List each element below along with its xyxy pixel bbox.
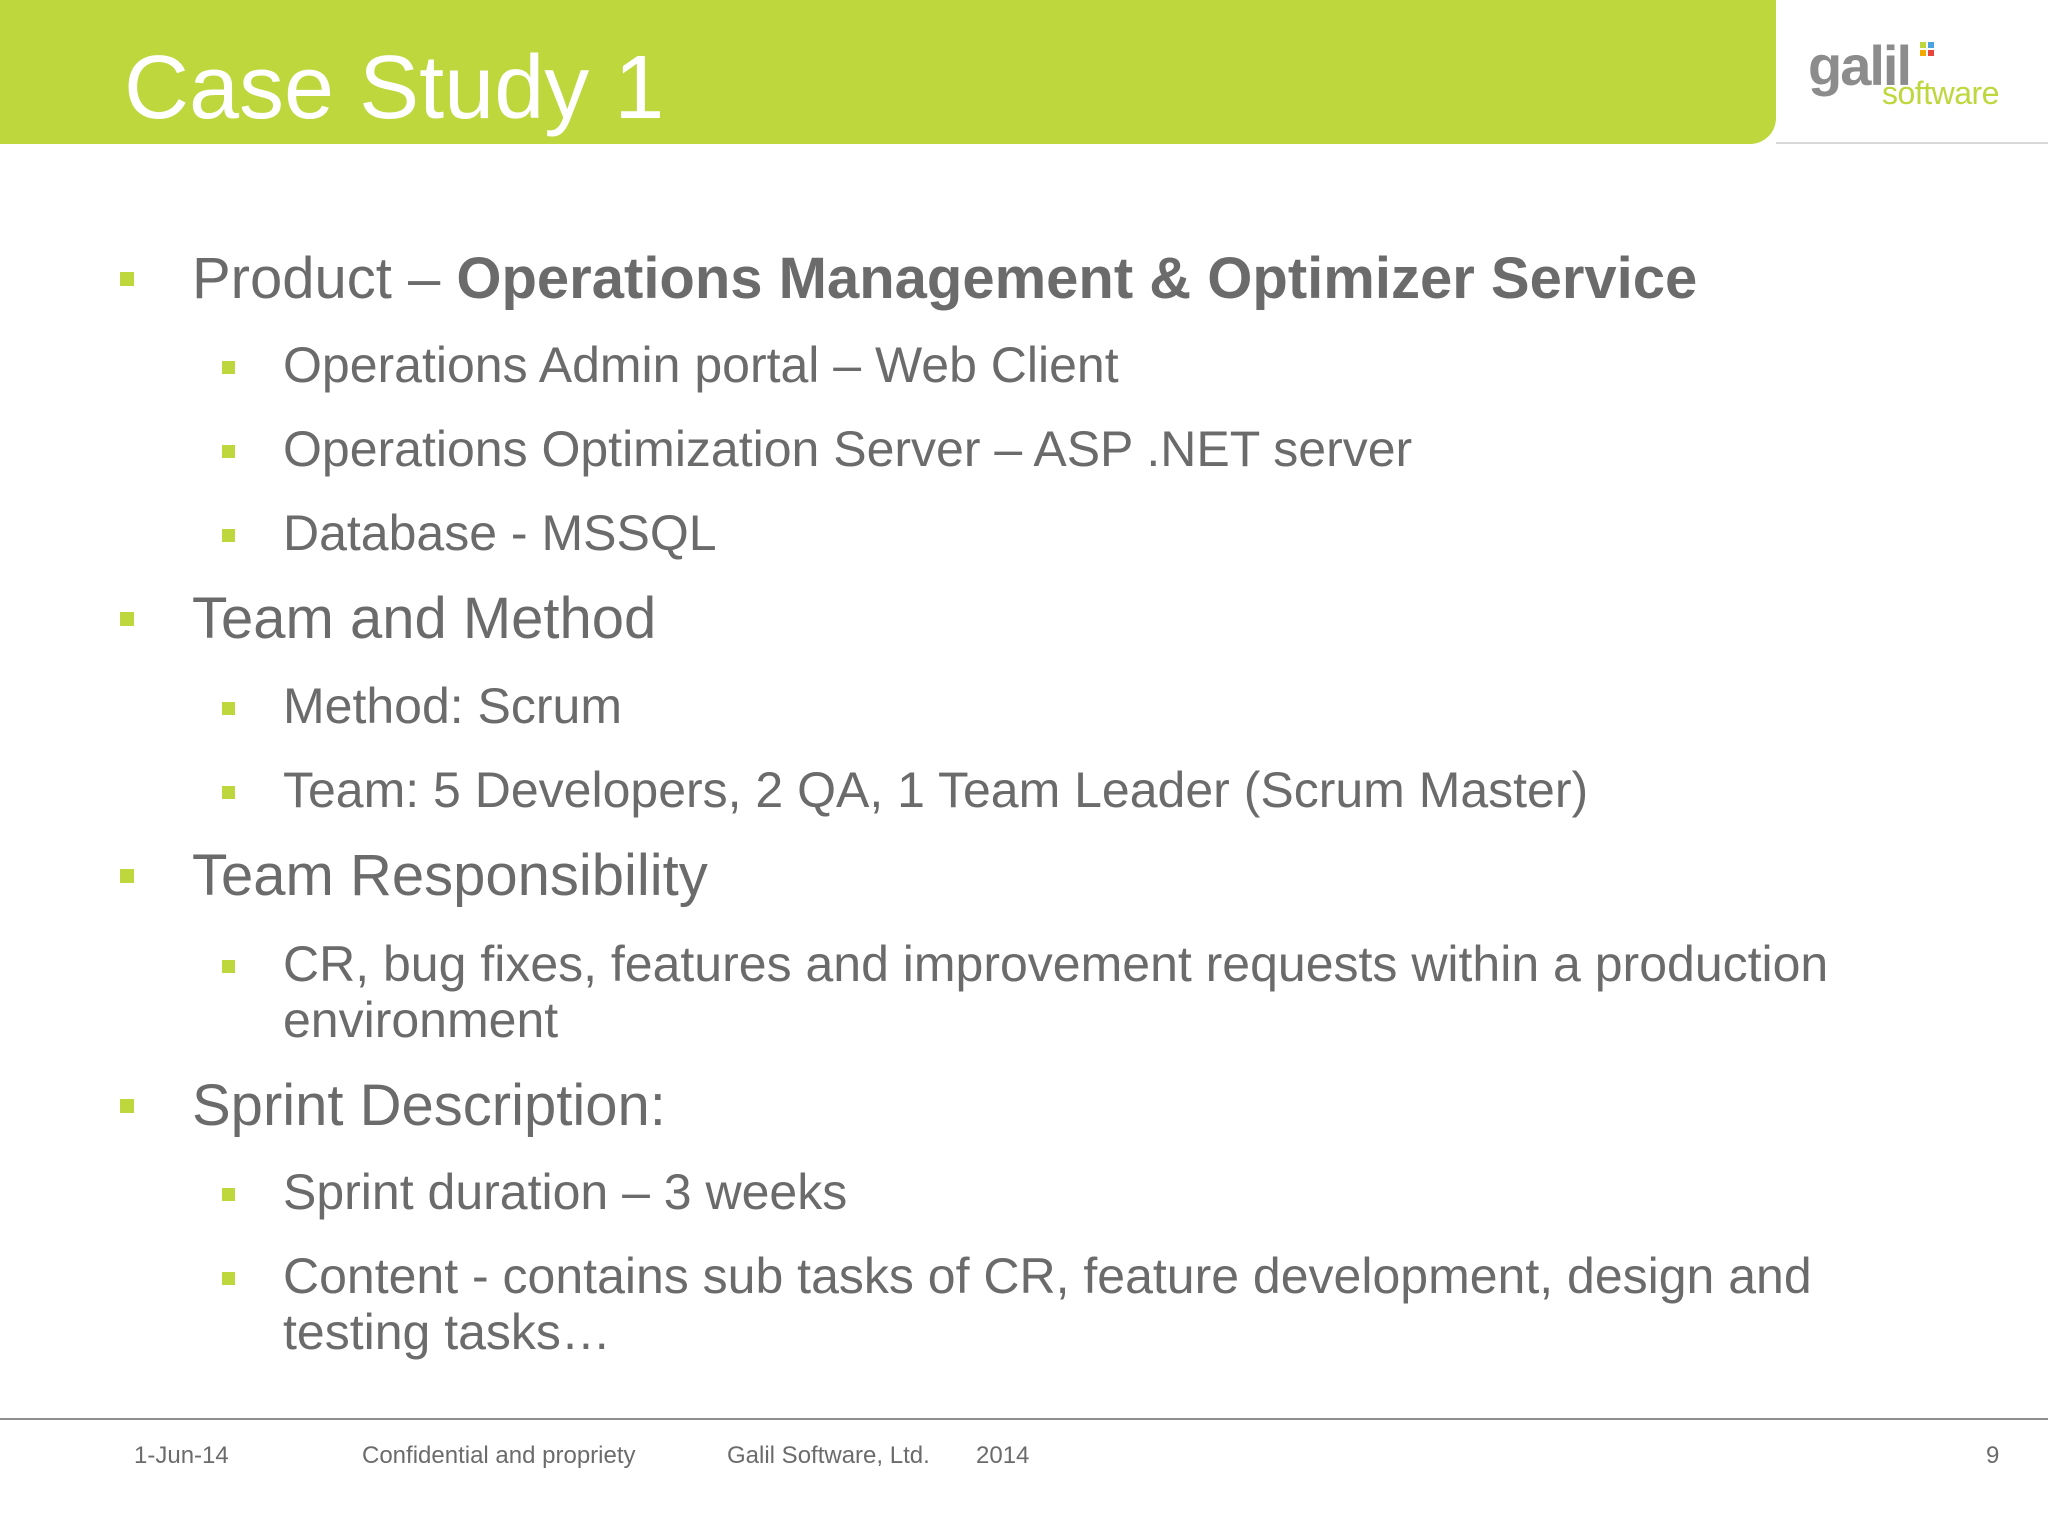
bullet-text: Team Responsibility — [192, 843, 708, 908]
sub-bullet-text-continued: testing tasks… — [283, 1304, 611, 1360]
sub-bullet-text: CR, bug fixes, features and improvement requests within a production — [283, 936, 1829, 992]
sub-bullet-text: Team: 5 Developers, 2 QA, 1 Team Leader (Scrum Master) — [283, 762, 1589, 818]
slide-title: Case Study 1 — [124, 38, 665, 138]
footer-company: Galil Software, Ltd. — [727, 1442, 930, 1469]
bullet-square-icon — [120, 612, 134, 626]
bullet-square-icon — [222, 445, 235, 458]
bullet-square-icon — [120, 272, 134, 286]
bullet-text — [192, 246, 1697, 312]
bullet-square-icon — [222, 361, 235, 374]
sub-bullet-text: Database - MSSQL — [283, 505, 717, 561]
bullet-square-icon — [222, 1272, 235, 1285]
logo-wordmark: galil — [1808, 34, 1911, 97]
bullet-text: Sprint Description: — [192, 1073, 666, 1138]
bullet-prefix: Product – — [192, 246, 457, 311]
bullet-square-icon — [120, 869, 134, 883]
logo-subtitle: software — [1882, 75, 1999, 111]
sub-bullet-text: Method: Scrum — [283, 678, 623, 734]
bullet-square-icon — [222, 786, 235, 799]
bullet-text: Team and Method — [192, 586, 657, 651]
bullet-square-icon — [222, 1188, 235, 1201]
bullet-square-icon — [222, 702, 235, 715]
sub-bullet-text: Operations Admin portal – Web Client — [283, 337, 1119, 393]
bullet-square-icon — [120, 1099, 134, 1113]
bullet-square-icon — [222, 960, 235, 973]
sub-bullet-text: Sprint duration – 3 weeks — [283, 1164, 848, 1220]
footer-year: 2014 — [976, 1442, 1030, 1469]
bullet-bold-text: Operations Management & Optimizer Service — [456, 246, 1698, 311]
bullet-square-icon — [222, 529, 235, 542]
footer-page-number: 9 — [1986, 1442, 2000, 1469]
sub-bullet-text-continued: environment — [283, 992, 559, 1048]
footer-date: 1-Jun-14 — [134, 1442, 229, 1469]
sub-bullet-text: Content - contains sub tasks of CR, feature development, design and — [283, 1248, 1812, 1304]
footer-divider — [0, 1418, 2048, 1420]
footer-confidential: Confidential and propriety — [362, 1442, 636, 1469]
sub-bullet-text: Operations Optimization Server – ASP .NET server — [283, 421, 1413, 477]
